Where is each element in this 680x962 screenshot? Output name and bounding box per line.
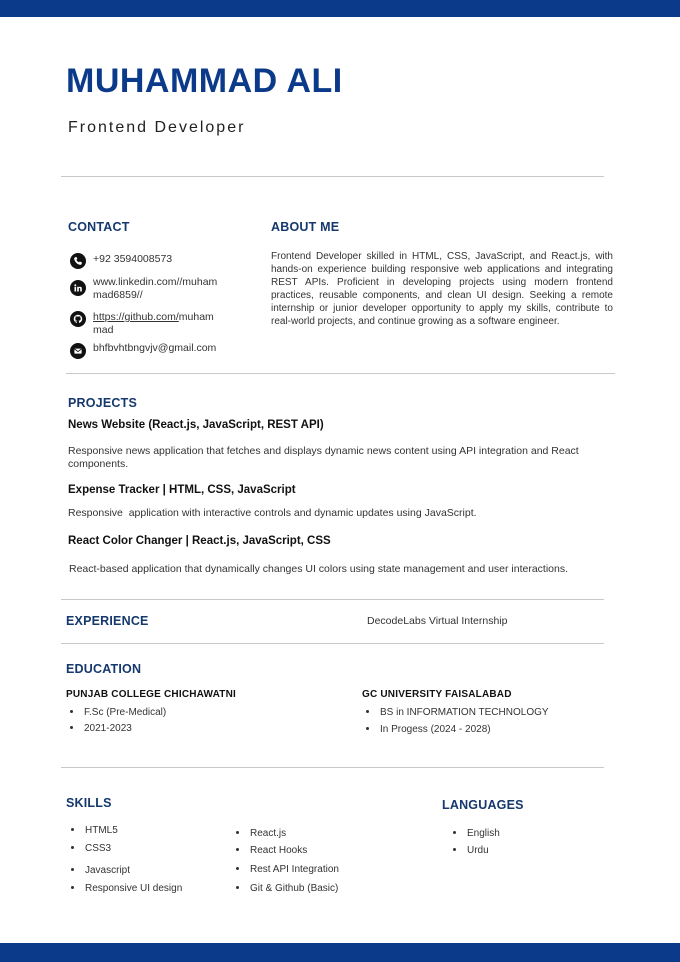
about-heading: ABOUT ME bbox=[271, 220, 340, 234]
list-item: In Progess (2024 - 2028) bbox=[366, 724, 491, 735]
divider bbox=[61, 643, 604, 644]
contact-heading: CONTACT bbox=[68, 220, 130, 234]
resume-name: MUHAMMAD ALI bbox=[66, 62, 343, 100]
github-rest: muham bbox=[178, 311, 214, 323]
linkedin-line-2: mad6859// bbox=[93, 288, 143, 301]
skill-item: CSS3 bbox=[71, 843, 111, 854]
divider bbox=[61, 176, 604, 177]
project-description: Responsive news application that fetches and displays dynamic news content using API integration and React components. bbox=[68, 445, 579, 471]
project-title: News Website (React.js, JavaScript, REST API) bbox=[68, 419, 324, 431]
linkedin-line-1: www.linkedin.com//muham bbox=[93, 276, 218, 288]
language-item: English bbox=[453, 828, 500, 839]
bottom-accent-bar bbox=[0, 943, 680, 962]
language-item: Urdu bbox=[453, 845, 489, 856]
list-item: 2021-2023 bbox=[70, 723, 132, 734]
github-icon bbox=[70, 311, 86, 327]
education-heading: EDUCATION bbox=[66, 662, 142, 676]
experience-entry: DecodeLabs Virtual Internship bbox=[367, 615, 508, 627]
divider bbox=[61, 767, 604, 768]
skill-item: React Hooks bbox=[236, 845, 307, 856]
contact-email bbox=[70, 342, 216, 359]
project-description: React-based application that dynamically changes UI colors using state management and user interactions. bbox=[69, 563, 569, 575]
top-accent-bar bbox=[0, 0, 680, 17]
phone-icon bbox=[70, 253, 86, 269]
project-description: Responsive application with interactive controls and dynamic updates using JavaScript. bbox=[68, 507, 477, 519]
projects-heading: PROJECTS bbox=[68, 396, 137, 410]
linkedin-icon bbox=[70, 280, 86, 296]
linkedin-text[interactable] bbox=[93, 276, 217, 301]
skills-heading: SKILLS bbox=[66, 796, 112, 810]
email-icon bbox=[70, 343, 86, 359]
school-name: GC UNIVERSITY FAISALABAD bbox=[362, 689, 512, 700]
github-link[interactable]: https://github.com/ bbox=[93, 311, 179, 323]
resume-role: Frontend Developer bbox=[68, 119, 246, 136]
languages-heading: LANGUAGES bbox=[442, 798, 524, 812]
about-text: Frontend Developer skilled in HTML, CSS, JavaScript, and React.js, with hands-on experience building responsive web applications and integrating REST APIs. Proficient in developing projects using modern frontend practices, reusable components, and clean UI design. Seeking a remote internship or junior developer opportunity to apply my skills, contribute to real-world projects, and continue growing as a software engineer. bbox=[271, 251, 613, 328]
list-item: F.Sc (Pre-Medical) bbox=[70, 707, 166, 718]
school-name: PUNJAB COLLEGE CHICHAWATNI bbox=[66, 689, 237, 700]
skill-item: Responsive UI design bbox=[71, 883, 182, 894]
skill-item: Rest API Integration bbox=[236, 864, 339, 875]
divider bbox=[61, 599, 604, 600]
experience-heading: EXPERIENCE bbox=[66, 614, 149, 628]
skill-item: React.js bbox=[236, 828, 286, 839]
list-item: BS in INFORMATION TECHNOLOGY bbox=[366, 707, 549, 718]
project-title: Expense Tracker | HTML, CSS, JavaScript bbox=[68, 484, 296, 496]
project-title: React Color Changer | React.js, JavaScript, CSS bbox=[68, 535, 331, 547]
divider bbox=[66, 373, 615, 374]
contact-github bbox=[70, 311, 214, 336]
email-text[interactable]: bhfbvhtbngvjv@gmail.com bbox=[93, 342, 217, 354]
contact-linkedin bbox=[70, 276, 217, 301]
skill-item: Javascript bbox=[71, 865, 130, 876]
phone-text: +92 3594008573 bbox=[93, 253, 173, 265]
github-text[interactable] bbox=[93, 311, 214, 336]
contact-phone bbox=[70, 253, 172, 269]
skill-item: HTML5 bbox=[71, 825, 118, 836]
skill-item: Git & Github (Basic) bbox=[236, 883, 338, 894]
github-line-2: mad bbox=[93, 323, 114, 336]
